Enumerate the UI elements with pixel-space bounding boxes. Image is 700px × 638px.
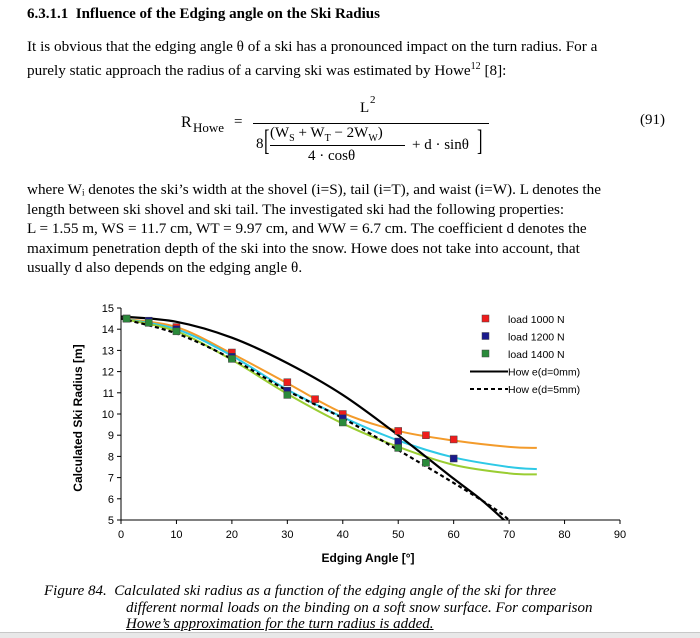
body-line-3: L = 1.55 m, WS = 11.7 cm, WT = 9.97 cm, and WW = 6.7 cm. The coefficient d denotes the — [27, 220, 587, 237]
body-line-2: length between ski shovel and ski tail. The investigated ski had the following properties: — [27, 200, 565, 218]
marker-load-1000-n — [450, 436, 457, 443]
x-tick-label: 60 — [447, 529, 460, 541]
x-tick-label: 20 — [225, 529, 239, 541]
eq-lhs-sub: Howe — [193, 120, 225, 135]
x-tick-label: 90 — [613, 529, 627, 541]
x-axis-label: Edging Angle [°] — [321, 551, 415, 565]
marker-load-1200-n — [395, 438, 402, 445]
marker-load-1000-n — [312, 396, 319, 403]
marker-load-1400-n — [395, 444, 402, 451]
figure-caption — [44, 583, 674, 633]
marker-load-1400-n — [339, 419, 346, 426]
y-tick-label: 13 — [101, 345, 114, 358]
y-tick-label: 11 — [102, 387, 114, 400]
legend-label: How e(d=5mm) — [508, 384, 581, 396]
chart-curves — [121, 316, 537, 522]
section-title: Influence of the Edging angle on the Ski Radius — [75, 6, 380, 22]
y-tick-label: 7 — [107, 472, 114, 485]
y-tick-label: 8 — [107, 451, 114, 464]
x-tick-label: 10 — [170, 529, 183, 541]
marker-load-1400-n — [145, 319, 152, 326]
legend-label: load 1000 N — [508, 314, 565, 326]
eq-lhs-r: R — [181, 114, 192, 131]
eq-number: (91) — [640, 112, 665, 128]
curve-how-e-d-5mm — [121, 319, 509, 520]
eq-plus-d: + d · sinθ — [412, 137, 469, 153]
legend-swatch — [482, 315, 489, 322]
legend-swatch — [482, 350, 489, 357]
legend-label: How e(d=0mm) — [508, 366, 581, 379]
marker-load-1000-n — [395, 427, 402, 434]
x-tick-label: 80 — [558, 529, 571, 541]
marker-load-1400-n — [422, 459, 429, 466]
eq-inner-num: $(W_S + W_T - 2W_W)$ — [270, 125, 383, 144]
marker-load-1000-n — [284, 379, 291, 386]
body-line-5: usually d also depends on the edging angle θ. — [27, 259, 303, 276]
y-tick-label: 10 — [101, 409, 114, 421]
intro-line-2: purely static approach the radius of a carving ski was estimated by Howe — [27, 61, 471, 79]
chart-legend — [470, 314, 580, 396]
intro-line-1: It is obvious that the edging angle θ of a ski has a pronounced impact on the turn radius. For a — [27, 38, 598, 55]
y-axis-label: Calculated Ski Radius [m] — [71, 344, 85, 492]
body-line-4: maximum penetration depth of the ski into the snow. Howe does not take into account, that — [27, 239, 580, 257]
y-tick-label: 15 — [101, 303, 114, 315]
eq-inner-den: 4 · cosθ — [308, 148, 356, 164]
y-tick-label: 9 — [107, 430, 114, 443]
footnote-ref[interactable]: 12 — [470, 60, 481, 72]
marker-load-1400-n — [228, 355, 235, 362]
eq-eight: 8 — [256, 136, 264, 152]
citation-ref: [8]: — [480, 61, 507, 79]
legend-label: load 1400 N — [508, 349, 565, 361]
marker-load-1400-n — [123, 315, 130, 322]
y-tick-label: 5 — [107, 515, 114, 527]
caption-label: Figure 84. — [44, 583, 107, 599]
marker-load-1200-n — [450, 455, 457, 462]
caption-line-3: Howe’s approximation for the turn radius is added. — [126, 616, 434, 632]
eq-right-bracket: ] — [477, 124, 483, 157]
eq-num-exp: 2 — [370, 94, 376, 106]
section-number: 6.3.1.1 — [27, 6, 69, 22]
curve-how-e-d-0mm — [121, 316, 506, 522]
x-tick-label: 30 — [281, 529, 294, 541]
curve-load-1200-n — [121, 319, 537, 470]
eq-numerator: L — [360, 100, 370, 116]
x-tick-label: 40 — [336, 529, 349, 541]
marker-load-1000-n — [422, 432, 429, 439]
marker-load-1400-n — [284, 391, 291, 398]
y-tick-label: 14 — [101, 324, 114, 337]
eq-equals: = — [234, 114, 243, 130]
x-tick-label: 70 — [502, 529, 516, 541]
body-line-1: where Wᵢ denotes the ski’s width at the shovel (i=S), tail (i=T), and waist (i=W). L denotes the — [27, 181, 601, 198]
curve-load-1000-n — [121, 319, 537, 448]
caption-line-1: Calculated ski radius as a function of the edging angle of the ski for three — [114, 583, 557, 599]
x-tick-label: 50 — [392, 529, 405, 541]
legend-label: load 1200 N — [508, 331, 565, 344]
marker-load-1400-n — [173, 328, 180, 335]
page-bottom-edge — [0, 632, 700, 638]
eq-left-bracket: [ — [264, 124, 270, 157]
x-tick-label: 0 — [117, 529, 125, 541]
y-tick-label: 12 — [101, 366, 114, 379]
legend-swatch — [482, 333, 489, 340]
y-tick-label: 6 — [107, 493, 114, 506]
curve-load-1400-n — [121, 319, 537, 475]
caption-line-2: different normal loads on the binding on a soft snow surface. For comparison — [126, 599, 593, 616]
